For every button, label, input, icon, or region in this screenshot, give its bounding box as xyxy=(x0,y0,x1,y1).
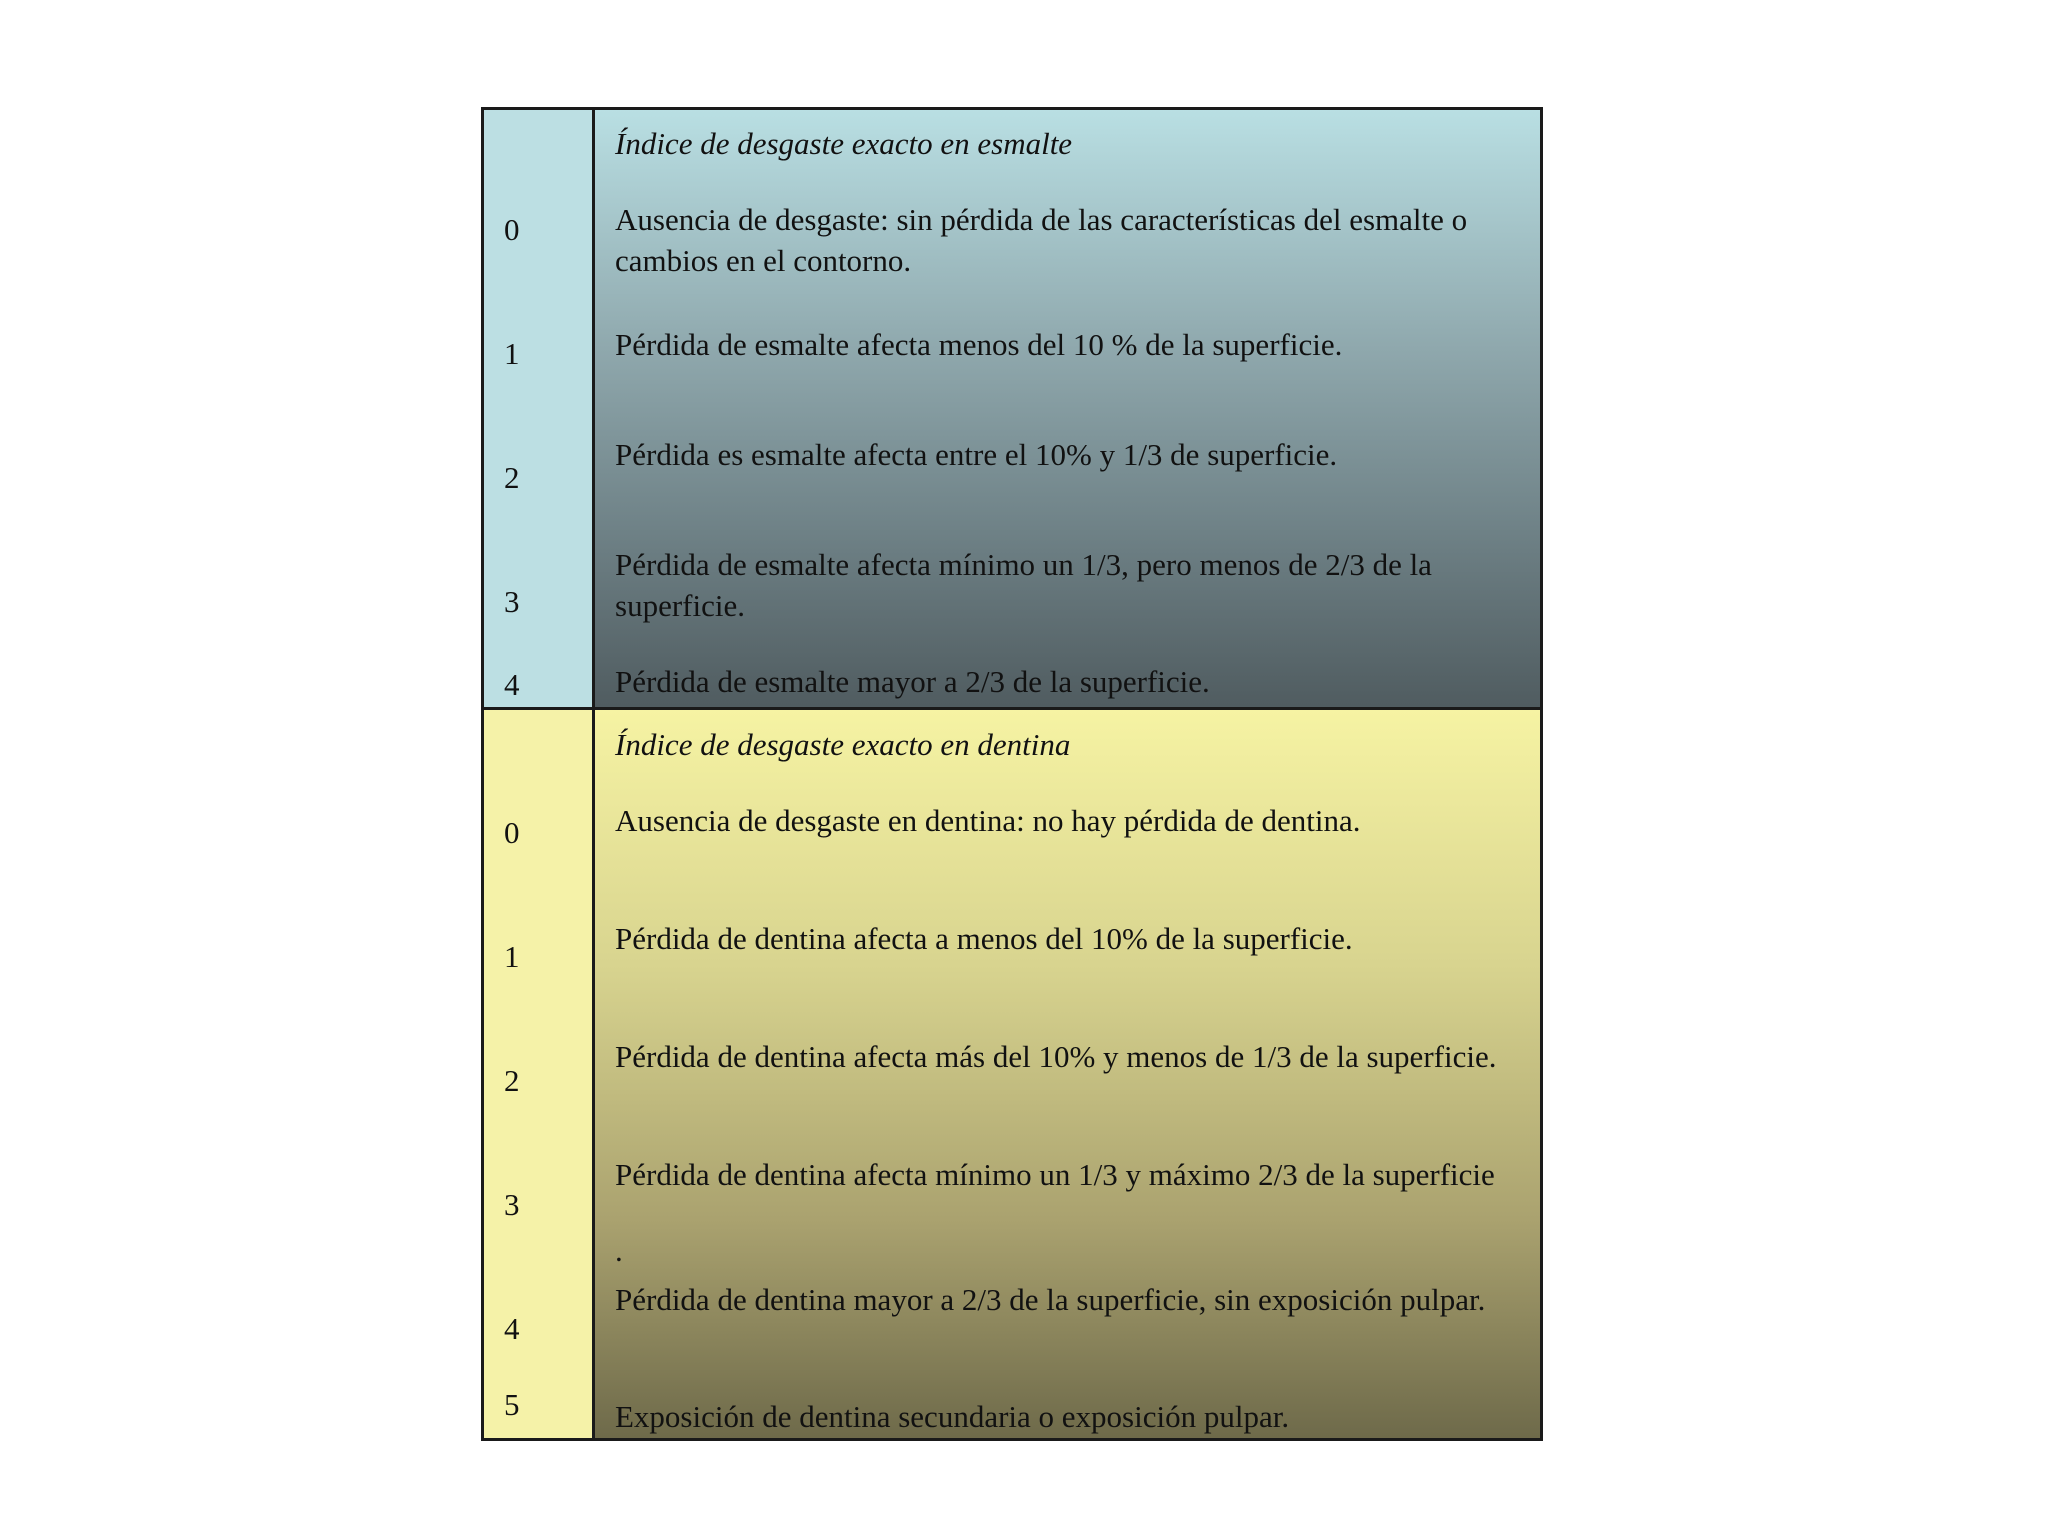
dentin-score-column xyxy=(484,710,595,1438)
enamel-score-4: 4 xyxy=(504,667,520,702)
dentin-description-column xyxy=(595,710,1540,1438)
dentin-section xyxy=(484,710,1540,1438)
enamel-score-column xyxy=(484,110,595,707)
enamel-score-3: 3 xyxy=(504,584,520,619)
dentin-desc-1: Pérdida de dentina afecta a menos del 10% de la superficie. xyxy=(615,921,1353,956)
dentin-section-title: Índice de desgaste exacto en dentina xyxy=(615,727,1071,762)
dentin-score-0: 0 xyxy=(504,815,520,850)
wear-index-table xyxy=(481,107,1543,1441)
enamel-score-2: 2 xyxy=(504,460,520,495)
enamel-score-1: 1 xyxy=(504,336,520,371)
dentin-stray-period: . xyxy=(615,1233,623,1268)
enamel-desc-0: Ausencia de desgaste: sin pérdida de las características del esmalte o cambios en el contorno. xyxy=(615,202,1468,278)
enamel-desc-2: Pérdida es esmalte afecta entre el 10% y 1/3 de superficie. xyxy=(615,437,1338,472)
enamel-desc-3: Pérdida de esmalte afecta mínimo un 1/3, pero menos de 2/3 de la superficie. xyxy=(615,547,1432,623)
dentin-score-3: 3 xyxy=(504,1187,520,1222)
dentin-desc-0: Ausencia de desgaste en dentina: no hay pérdida de dentina. xyxy=(615,803,1361,838)
enamel-score-0: 0 xyxy=(504,212,520,247)
enamel-section xyxy=(484,110,1540,710)
enamel-description-column xyxy=(595,110,1540,707)
dentin-score-1: 1 xyxy=(504,939,520,974)
enamel-desc-1: Pérdida de esmalte afecta menos del 10 % de la superficie. xyxy=(615,327,1343,362)
dentin-desc-4: Pérdida de dentina mayor a 2/3 de la superficie, sin exposición pulpar. xyxy=(615,1282,1486,1317)
dentin-score-2: 2 xyxy=(504,1063,520,1098)
dentin-desc-5: Exposición de dentina secundaria o exposición pulpar. xyxy=(615,1399,1290,1434)
dentin-score-4: 4 xyxy=(504,1311,520,1346)
dentin-score-5: 5 xyxy=(504,1387,520,1422)
enamel-section-title: Índice de desgaste exacto en esmalte xyxy=(615,126,1073,161)
dentin-desc-2: Pérdida de dentina afecta más del 10% y menos de 1/3 de la superficie. xyxy=(615,1039,1497,1074)
dentin-desc-3: Pérdida de dentina afecta mínimo un 1/3 y máximo 2/3 de la superficie xyxy=(615,1157,1495,1192)
enamel-desc-4: Pérdida de esmalte mayor a 2/3 de la superficie. xyxy=(615,664,1210,699)
